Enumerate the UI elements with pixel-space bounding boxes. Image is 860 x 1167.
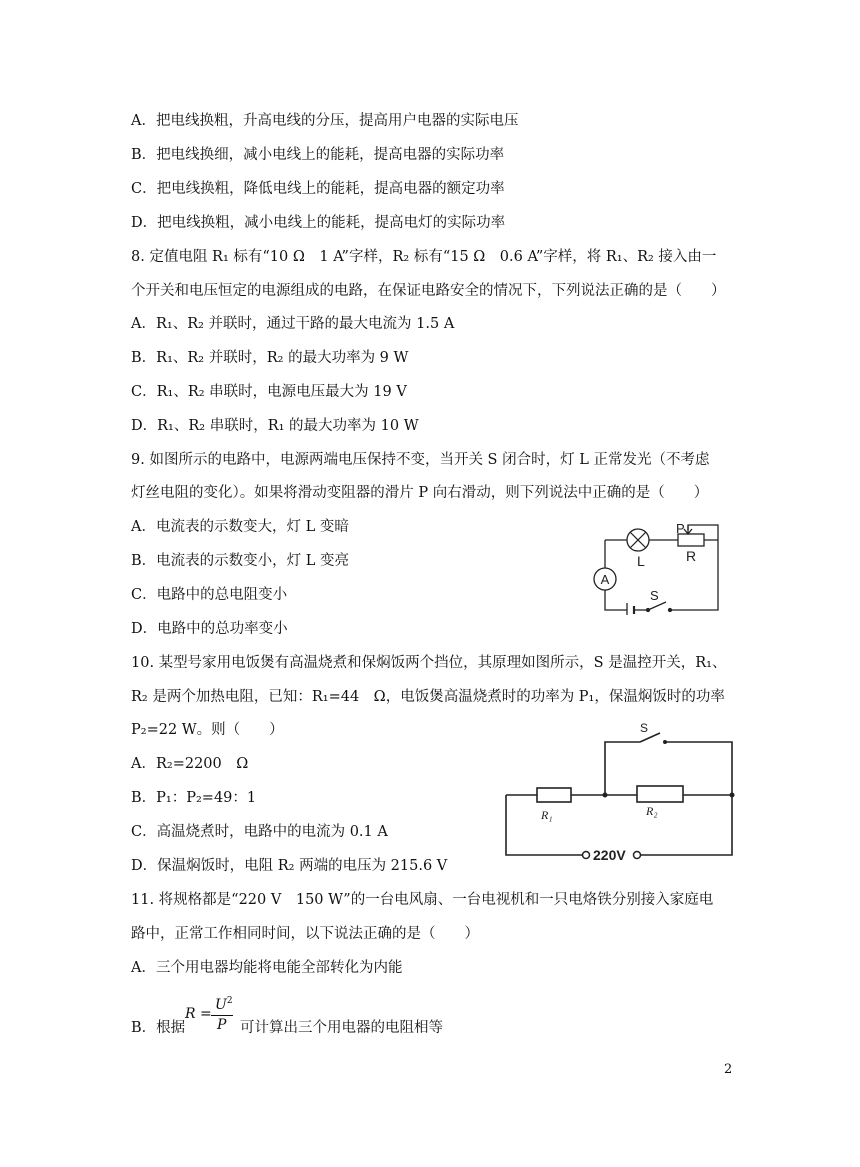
q11-option-b-prefix: B．根据 — [131, 1020, 186, 1036]
q7-option-b: B．把电线换细，减小电线上的能耗，提高电器的实际功率 — [131, 147, 505, 163]
q8-option-b: B．R₁、R₂ 并联时，R₂ 的最大功率为 9 W — [131, 350, 409, 366]
q11-stem-line2: 路中，正常工作相同时间，以下说法正确的是（ ） — [131, 926, 479, 942]
q9-option-b: B．电流表的示数变小，灯 L 变亮 — [131, 553, 350, 569]
q10-stem-line3: P₂=22 W。则（ ） — [131, 722, 284, 738]
resistor-r2 — [637, 786, 683, 802]
q10-stem-line1: 10. 某型号家用电饭煲有高温烧煮和保焖饭两个挡位，其原理如图所示，S 是温控开关，R₁、 — [131, 655, 727, 671]
slider-label: P — [676, 521, 685, 536]
q8-stem-line2: 个开关和电压恒定的电源组成的电路，在保证电路安全的情况下，下列说法正确的是（ ） — [131, 283, 726, 299]
source-voltage-label: 220V — [593, 847, 626, 863]
q8-option-d: D．R₁、R₂ 串联时，R₁ 的最大功率为 10 W — [131, 418, 419, 434]
q9-option-a: A．电流表的示数变大，灯 L 变暗 — [131, 519, 349, 535]
q9-circuit-diagram — [590, 520, 725, 615]
lamp-symbol — [627, 529, 649, 551]
power-resistance-formula — [185, 996, 237, 1036]
page-number: 2 — [724, 1062, 733, 1077]
slider-arrow-icon — [684, 526, 692, 534]
q10-option-b: B．P₁：P₂=49：1 — [131, 790, 257, 806]
q8-option-a: A．R₁、R₂ 并联时，通过干路的最大电流为 1.5 A — [131, 316, 455, 332]
q8-stem-line1: 8. 定值电阻 R₁ 标有“10 Ω 1 A”字样，R₂ 标有“15 Ω 0.6 A”字样，将 R₁、R₂ 接入由一 — [131, 249, 717, 265]
formula-lhs: R = — [185, 1006, 212, 1022]
q10-option-a: A．R₂=2200 Ω — [131, 756, 249, 772]
q9-option-d: D．电路中的总功率变小 — [131, 621, 288, 637]
q9-stem-line1: 9. 如图所示的电路中，电源两端电压保持不变，当开关 S 闭合时，灯 L 正常发光（不考虑 — [131, 452, 710, 468]
q9-stem-line2: 灯丝电阻的变化）。如果将滑动变阻器的滑片 P 向右滑动，则下列说法中正确的是（ ） — [131, 485, 709, 501]
q8-option-c: C．R₁、R₂ 串联时，电源电压最大为 19 V — [131, 384, 407, 400]
q7-option-d: D．把电线换粗，减小电线上的能耗，提高电灯的实际功率 — [131, 215, 506, 231]
q10-option-c: C．高温烧煮时，电路中的电流为 0.1 A — [131, 824, 388, 840]
formula-denominator: P — [217, 1017, 227, 1033]
q7-option-a: A．把电线换粗，升高电线的分压，提高用户电器的实际电压 — [131, 113, 519, 129]
terminal-right-icon — [634, 852, 641, 859]
ammeter-symbol — [594, 568, 616, 590]
lamp-label: L — [637, 553, 645, 569]
switch-label: S — [640, 721, 649, 735]
q11-stem-line1: 11. 将规格都是“220 V 150 W”的一台电风扇、一台电视机和一只电烙铁分别接入家庭电 — [131, 892, 714, 908]
q11-option-a: A．三个用电器均能将电能全部转化为内能 — [131, 960, 403, 976]
rheostat-label: R — [686, 548, 697, 564]
formula-numerator: $U^2$ — [215, 996, 233, 1013]
q11-option-b-suffix: 可计算出三个用电器的电阻相等 — [240, 1020, 443, 1036]
r1-label: R₁ — [541, 808, 553, 822]
terminal-left-icon — [583, 852, 590, 859]
r2-label: R₂ — [646, 804, 658, 818]
q10-option-d: D．保温焖饭时，电阻 R₂ 两端的电压为 215.6 V — [131, 858, 448, 874]
q7-option-c: C．把电线换粗，降低电线上的能耗，提高电器的额定功率 — [131, 181, 505, 197]
q10-stem-line2: R₂ 是两个加热电阻，已知：R₁=44 Ω，电饭煲高温烧煮时的功率为 P₁，保温焖饭时的功率 — [131, 689, 725, 705]
switch-label: S — [650, 588, 659, 603]
formula-fraction-bar — [211, 1015, 233, 1016]
q10-circuit-diagram — [500, 718, 745, 868]
svg-text:A: A — [600, 572, 610, 587]
resistor-r1 — [537, 788, 571, 802]
q9-option-c: C．电路中的总电阻变小 — [131, 587, 288, 603]
